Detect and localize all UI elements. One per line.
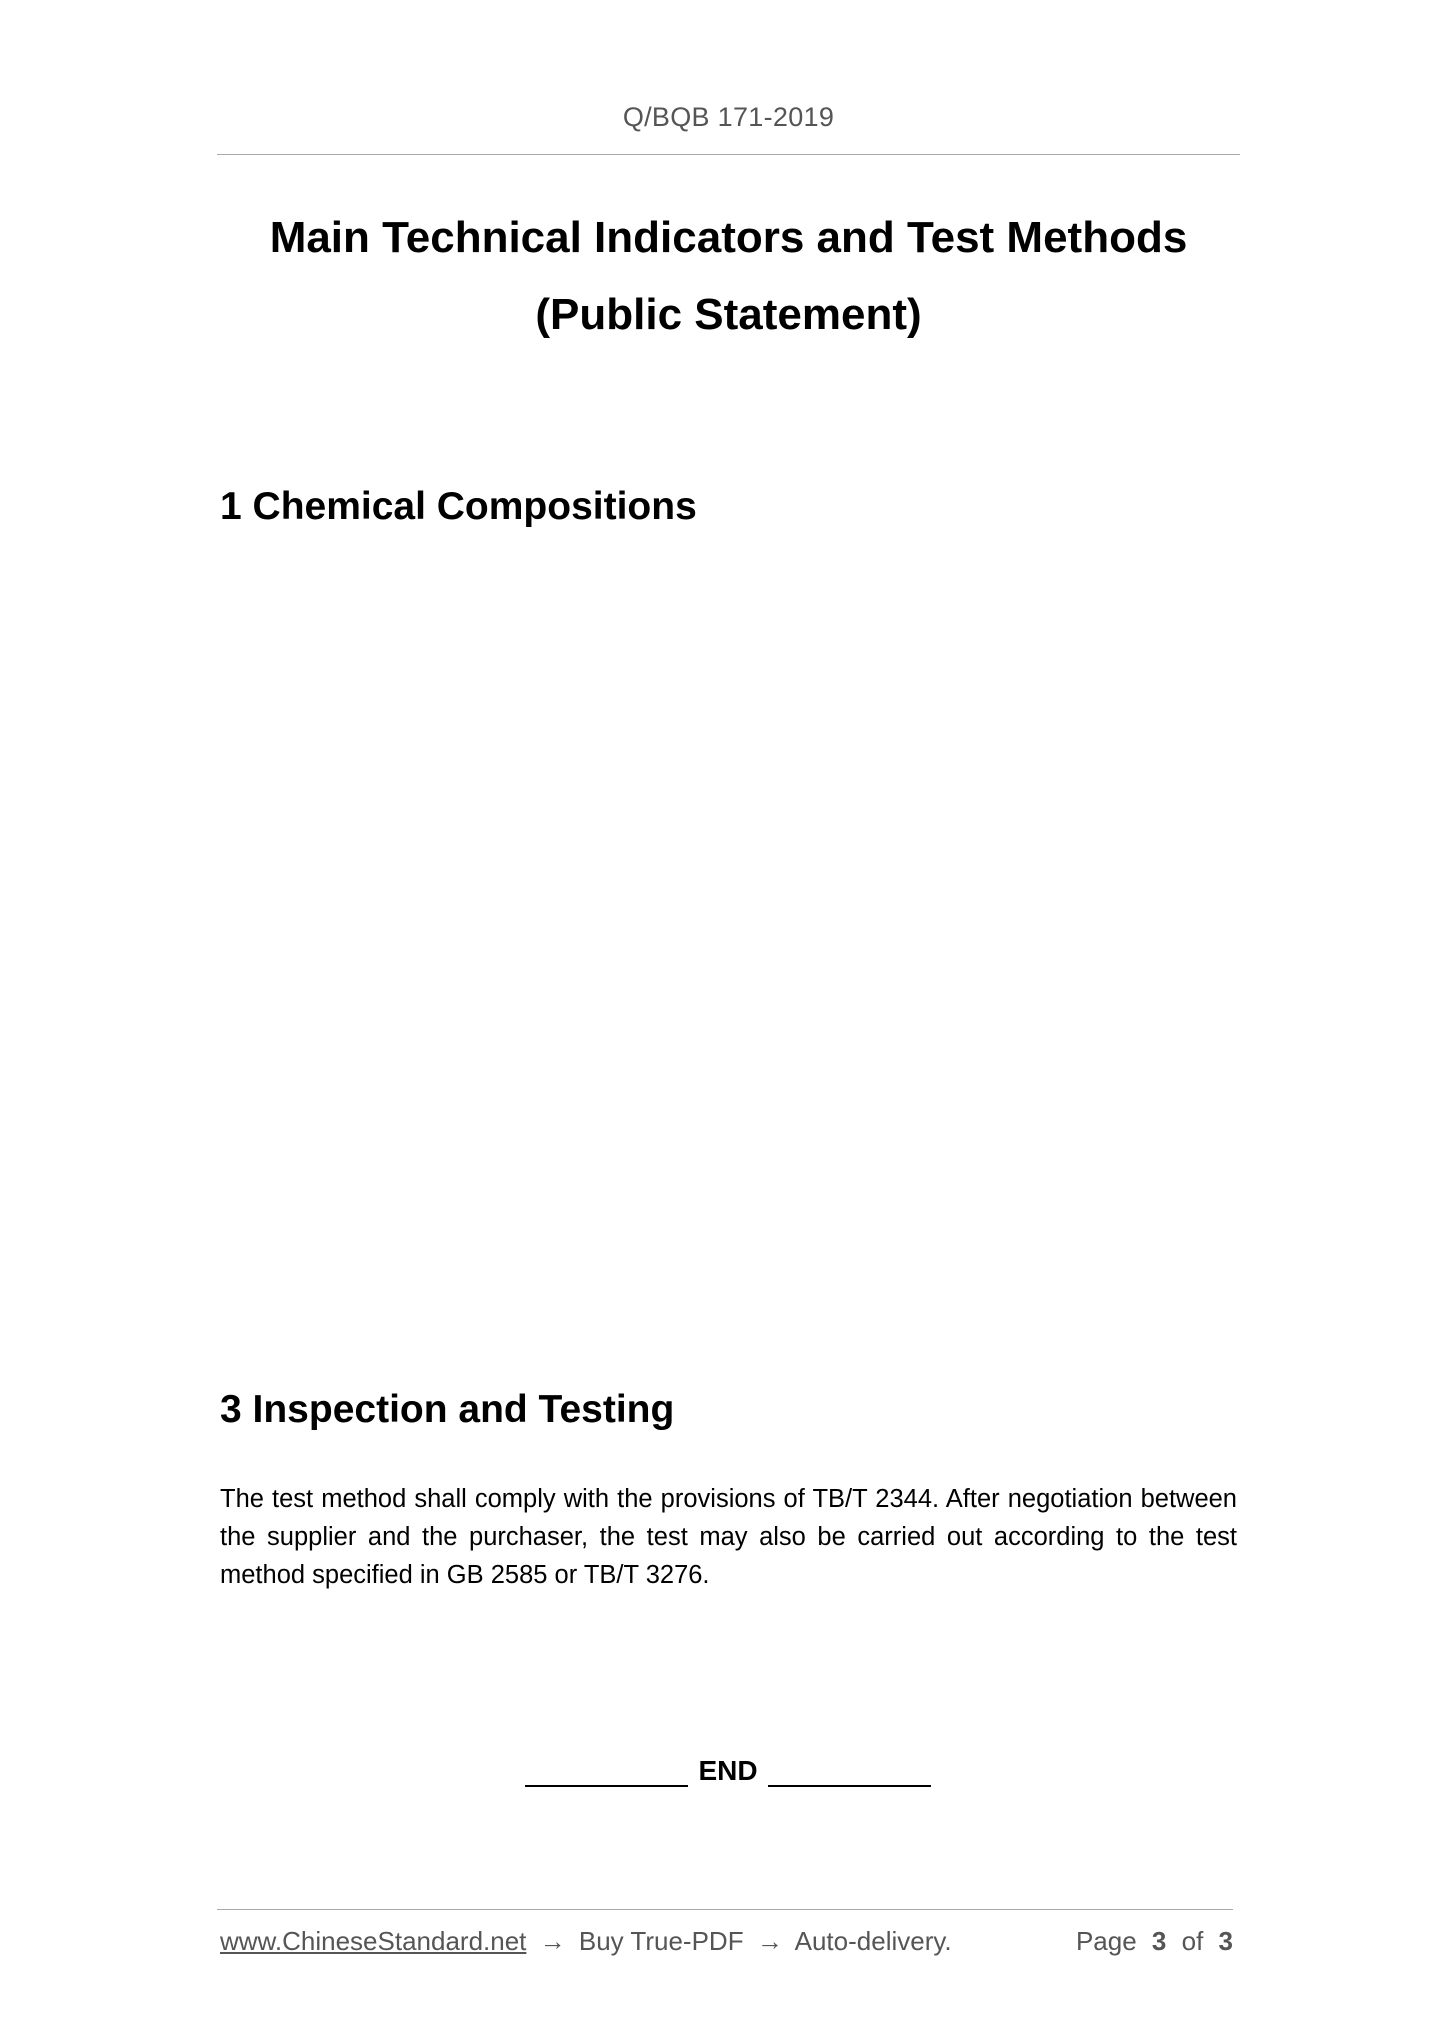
page-total: 3 xyxy=(1218,1926,1233,1956)
website-link[interactable]: www.ChineseStandard.net xyxy=(220,1926,527,1956)
end-rule-left xyxy=(525,1755,688,1787)
end-rule-right xyxy=(768,1755,931,1787)
page-label: Page xyxy=(1075,1926,1137,1956)
footer xyxy=(220,1926,1233,1957)
page-title: Main Technical Indicators and Test Methods xyxy=(269,213,1188,262)
footer-divider xyxy=(217,1909,1233,1910)
end-label: END xyxy=(698,1755,758,1786)
of-label: of xyxy=(1181,1926,1204,1956)
document-code: Q/BQB 171-2019 xyxy=(622,102,835,132)
arrow-right-icon: → xyxy=(539,1926,566,1956)
delivery-text: Auto-delivery. xyxy=(794,1926,952,1956)
page-number xyxy=(1076,1926,1233,1957)
section-body-inspection-testing xyxy=(220,1480,1237,1594)
arrow-right-icon: → xyxy=(756,1926,783,1956)
footer-promo xyxy=(220,1926,952,1957)
page-subtitle: (Public Statement) xyxy=(535,290,922,339)
header-divider xyxy=(217,154,1240,155)
section-heading-chemical-compositions: 1 Chemical Compositions xyxy=(220,485,697,528)
section-heading-inspection-testing: 3 Inspection and Testing xyxy=(220,1388,675,1431)
end-marker xyxy=(525,1755,931,1787)
buy-text: Buy True-PDF xyxy=(578,1926,744,1956)
paragraph: The test method shall comply with the provisions of TB/T 2344. After negotiation between the supplier and the purchaser, the test may also be carried out according to the test method specified in GB 2585 or TB/T 3276. xyxy=(220,1485,1237,1589)
page-current: 3 xyxy=(1151,1926,1167,1956)
